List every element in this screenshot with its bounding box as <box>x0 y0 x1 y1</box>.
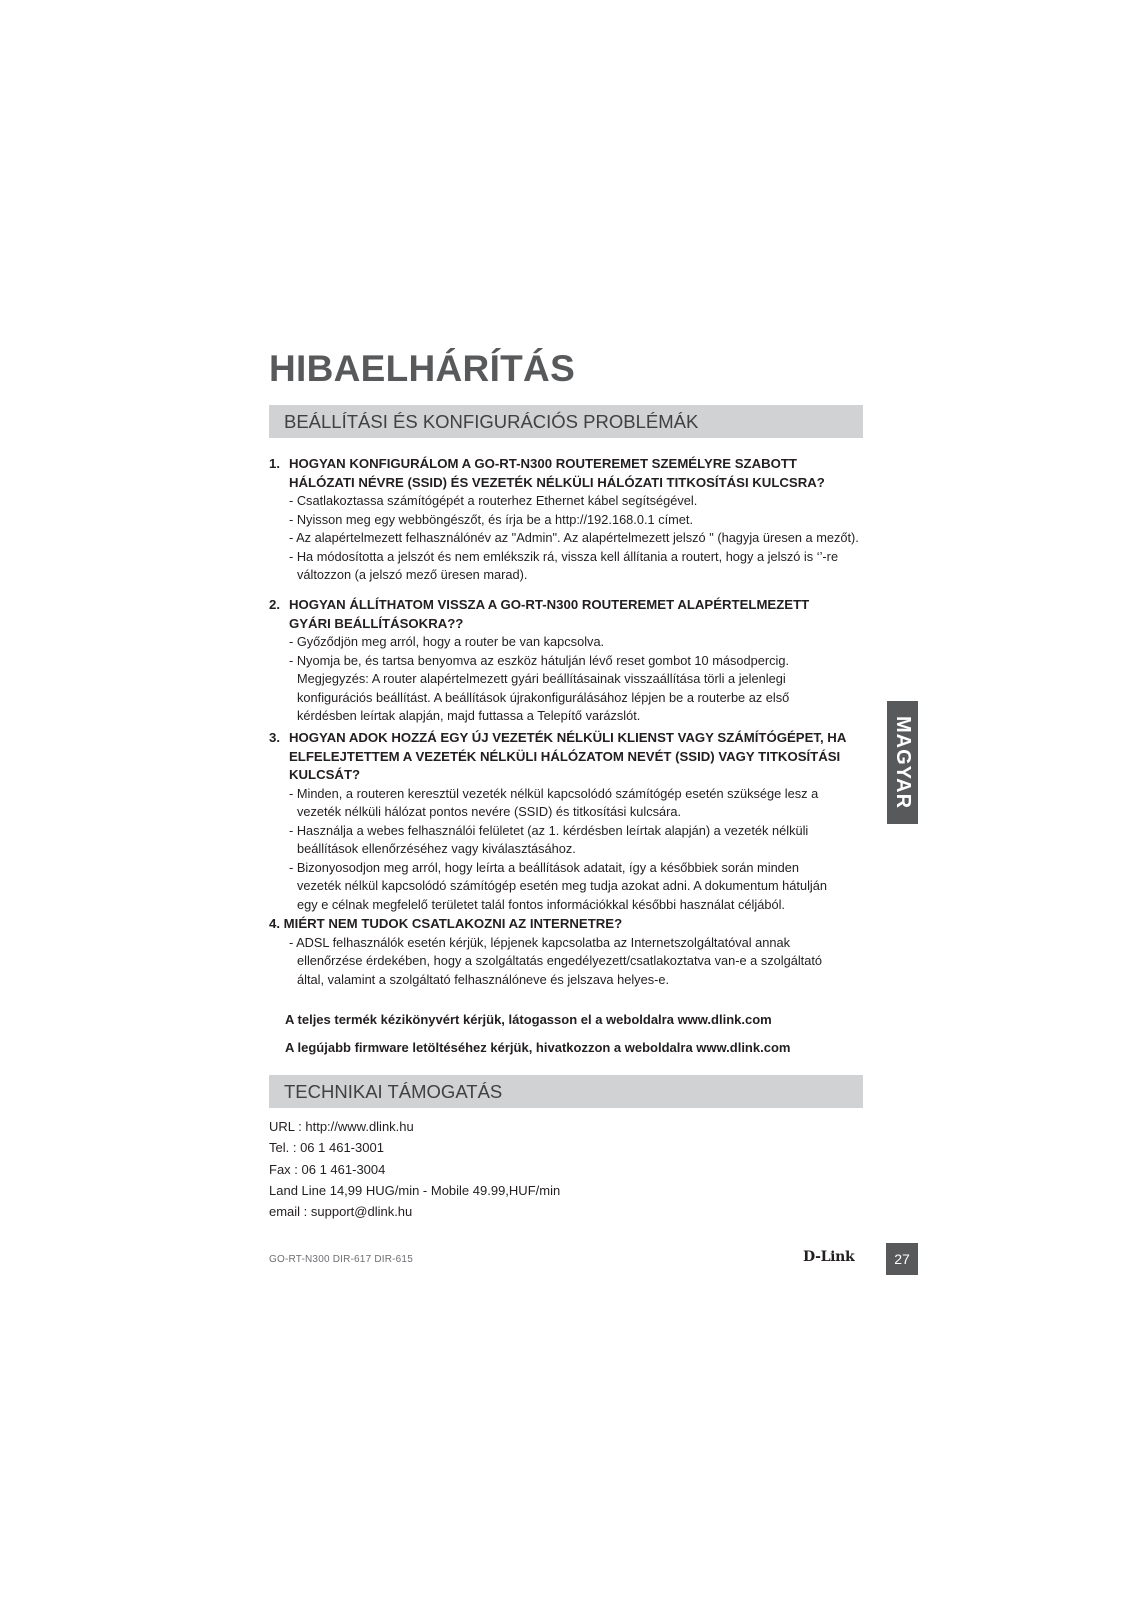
faq-item-4 <box>269 915 869 989</box>
faq-item-3 <box>269 729 869 914</box>
answer-line: változzon (a jelszó mező üresen marad). <box>297 567 528 582</box>
faq-number: 4. <box>269 916 280 931</box>
faq-question <box>269 455 869 492</box>
answer-line: - Győződjön meg arról, hogy a router be van kapcsolva. <box>289 634 605 649</box>
faq-answer <box>289 492 869 511</box>
faq-answer <box>289 859 869 915</box>
faq-question-line: HOGYAN ADOK HOZZÁ EGY ÚJ VEZETÉK NÉLKÜLI KLIENST VAGY SZÁMÍTÓGÉPET, HA <box>289 730 847 745</box>
contact-tel: Tel. : 06 1 461-3001 <box>269 1140 384 1156</box>
answer-line: - Bizonyosodjon meg arról, hogy leírta a beállítások adatait, így a későbbiek során minden <box>289 859 800 875</box>
dlink-logo: D-Link <box>803 1249 855 1265</box>
faq-question <box>269 729 869 785</box>
answer-line: vezeték nélkül kapcsolódó számítógép esetén meg tudja azokat adni. A dokumentum hátulján <box>297 878 827 893</box>
answer-line: ellenőrzése érdekében, hogy a szolgáltatás engedélyezett/csatlakoztatva van-e a szolgáltató <box>297 953 823 968</box>
faq-answer <box>289 652 869 726</box>
answer-line: - Az alapértelmezett felhasználónév az "Admin". Az alapértelmezett jelszó " (hagyja üresen a mezőt). <box>289 530 859 545</box>
faq-answers <box>269 785 869 915</box>
answer-line: Megjegyzés: A router alapértelmezett gyári beállításainak visszaállítása törli a jelenlegi <box>297 671 786 686</box>
faq-number: 1. <box>269 456 280 471</box>
faq-question-line: MIÉRT NEM TUDOK CSATLAKOZNI AZ INTERNETRE? <box>283 916 623 931</box>
answer-line: kérdésben leírtak alapján, majd futtassa a Telepítő varázslót. <box>297 708 641 723</box>
answer-line: - Ha módosította a jelszót és nem emlékszik rá, vissza kell állítania a routert, hogy a jelszó is ‘’-re <box>289 548 839 564</box>
faq-question-line: HOGYAN ÁLLÍTHATOM VISSZA A GO-RT-N300 ROUTEREMET ALAPÉRTELMEZETT <box>289 597 810 612</box>
language-tab-label: MAGYAR <box>892 715 914 810</box>
faq-number: 3. <box>269 730 280 745</box>
answer-line: - Nyisson meg egy webböngészőt, és írja be a http://192.168.0.1 címet. <box>289 511 694 527</box>
page-title: HIBAELHÁRÍTÁS <box>269 348 576 389</box>
faq-item-1 <box>269 455 869 585</box>
faq-answer <box>289 785 869 822</box>
contact-rates: Land Line 14,99 HUG/min - Mobile 49.99,HUF/min <box>269 1182 561 1198</box>
answer-line: által, valamint a szolgáltató felhasználóneve és jelszava helyes-e. <box>297 971 670 987</box>
language-tab <box>887 701 918 824</box>
answer-line: - Nyomja be, és tartsa benyomva az eszköz hátulján lévő reset gombot 10 másodpercig. <box>289 652 790 668</box>
manual-note: A teljes termék kézikönyvért kérjük, látogasson el a weboldalra www.dlink.com <box>285 1012 772 1027</box>
answer-line: egy e célnak megfelelő területet talál fontos információkkal későbbi használat céljából. <box>297 896 785 912</box>
faq-question-line: KULCSÁT? <box>289 767 361 782</box>
faq-answers <box>269 492 869 585</box>
footer-models: GO-RT-N300 DIR-617 DIR-615 <box>269 1254 413 1265</box>
answer-line: konfigurációs beállítást. A beállítások újrakonfigurálásához lépjen be a routerbe az első <box>297 689 790 705</box>
faq-answer <box>289 548 869 585</box>
contact-url: URL : http://www.dlink.hu <box>269 1119 414 1134</box>
contact-email: email : support@dlink.hu <box>269 1204 413 1220</box>
answer-line: - Használja a webes felhasználói felületet (az 1. kérdésben leírtak alapján) a vezeték nélküli <box>289 822 809 838</box>
faq-answer <box>289 633 869 652</box>
answer-line: - Minden, a routeren keresztül vezeték nélkül kapcsolódó számítógép esetén szüksége lesz a <box>289 785 819 801</box>
firmware-note: A legújabb firmware letöltéséhez kérjük, hivatkozzon a weboldalra www.dlink.com <box>285 1040 791 1055</box>
faq-answer <box>289 511 869 530</box>
contact-fax: Fax : 06 1 461-3004 <box>269 1161 386 1177</box>
faq-answer <box>289 934 869 990</box>
answer-line: vezeték nélküli hálózat pontos nevére (SSID) és titkosítási kulcsára. <box>297 804 682 819</box>
faq-answer <box>289 529 869 548</box>
faq-question <box>269 596 869 633</box>
faq-answers <box>269 934 869 990</box>
answer-line: - ADSL felhasználók esetén kérjük, lépjenek kapcsolatba az Internetszolgáltatóval annak <box>289 934 791 950</box>
faq-answer <box>289 822 869 859</box>
faq-question-line: HOGYAN KONFIGURÁLOM A GO-RT-N300 ROUTEREMET SZEMÉLYRE SZABOTT <box>289 456 797 471</box>
page-number: 27 <box>886 1243 918 1275</box>
faq-item-2 <box>269 596 869 726</box>
faq-number: 2. <box>269 597 280 612</box>
answer-line: - Csatlakoztassa számítógépét a routerhez Ethernet kábel segítségével. <box>289 493 698 508</box>
faq-question-line: GYÁRI BEÁLLÍTÁSOKRA?? <box>289 615 464 631</box>
faq-question <box>269 915 869 934</box>
section-header-setup: BEÁLLÍTÁSI ÉS KONFIGURÁCIÓS PROBLÉMÁK <box>269 405 863 438</box>
answer-line: beállítások ellenőrzéséhez vagy kiválasztásához. <box>297 841 576 856</box>
faq-question-line: HÁLÓZATI NÉVRE (SSID) ÉS VEZETÉK NÉLKÜLI HÁLÓZATI TITKOSÍTÁSI KULCSRA? <box>289 474 825 490</box>
faq-answers <box>269 633 869 726</box>
section-header-support: TECHNIKAI TÁMOGATÁS <box>269 1075 863 1108</box>
contact-info <box>269 1116 560 1222</box>
faq-question-line: ELFELEJTETTEM A VEZETÉK NÉLKÜLI HÁLÓZATOM NEVÉT (SSID) VAGY TITKOSÍTÁSI <box>289 748 841 764</box>
